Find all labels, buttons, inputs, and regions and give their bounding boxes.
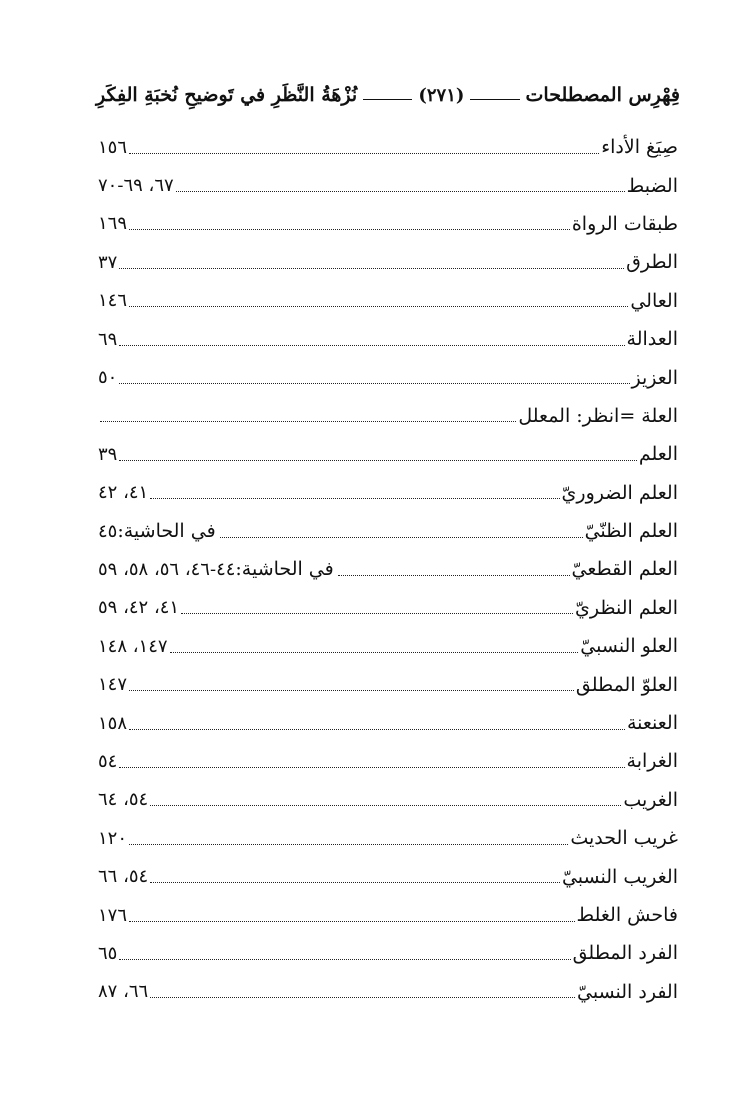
dot-leader xyxy=(129,844,568,845)
entry-term: الطرق xyxy=(626,251,678,274)
entry-pages: ٤٤-٤٦، ٥٦، ٥٨، ٥٩ xyxy=(98,558,236,580)
index-entry xyxy=(98,243,678,281)
entry-term: الغريب xyxy=(623,788,678,811)
index-entry xyxy=(98,973,678,1011)
dot-leader xyxy=(119,268,624,269)
dot-leader xyxy=(150,805,621,806)
entry-pages: ٦٥ xyxy=(98,942,118,964)
entry-term: الغريب النسبيّ xyxy=(561,865,678,888)
dot-leader xyxy=(119,767,624,768)
entry-pages: ٤٥ xyxy=(98,520,118,542)
index-entry xyxy=(98,781,678,819)
index-entry xyxy=(98,320,678,358)
index-entry xyxy=(98,934,678,972)
dot-leader xyxy=(129,306,628,307)
dot-leader xyxy=(150,882,560,883)
entry-term: طبقات الرواة xyxy=(571,212,678,235)
entry-pages: ٥٤ xyxy=(98,750,118,772)
entry-term: العلم الضروريّ xyxy=(561,481,678,504)
index-entry xyxy=(98,896,678,934)
index-entry xyxy=(98,589,678,627)
dot-leader xyxy=(176,191,625,192)
entry-pages: ٥٠ xyxy=(98,367,118,389)
entry-term: العلم xyxy=(638,443,678,466)
entry-term: العلم القطعيّ xyxy=(571,558,678,581)
entry-pages: ١٦٩ xyxy=(98,213,128,235)
book-title: نُزْهَةُ النَّظَرِ في تَوضيحِ نُخبَةِ الفِكَرِ xyxy=(96,84,358,106)
index-entry xyxy=(98,435,678,473)
entry-term: العزيز xyxy=(631,366,678,389)
dot-leader xyxy=(129,921,575,922)
entry-pages: ١٢٠ xyxy=(98,827,128,849)
entry-term: الفرد المطلق xyxy=(572,942,678,965)
dot-leader xyxy=(220,537,583,538)
index-entry xyxy=(98,166,678,204)
entry-pages: ٤١، ٤٢، ٥٩ xyxy=(98,597,180,619)
dot-leader xyxy=(150,498,559,499)
entry-note: في الحاشية: xyxy=(117,520,216,543)
entry-pages: ١٤٧ xyxy=(98,674,128,696)
entry-pages: ١٥٨ xyxy=(98,712,128,734)
dot-leader xyxy=(129,229,570,230)
index-entry xyxy=(98,474,678,512)
index-entry xyxy=(98,742,678,780)
dot-leader xyxy=(119,460,636,461)
index-entry xyxy=(98,627,678,665)
entry-term: الضبط xyxy=(626,174,678,197)
index-entries xyxy=(98,128,678,1011)
index-entry xyxy=(98,857,678,895)
entry-pages: ١٤٦ xyxy=(98,290,128,312)
index-entry xyxy=(98,512,678,550)
entry-pages: ٦٩ xyxy=(98,328,118,350)
section-title: فِهْرِس المصطلحات xyxy=(525,84,680,106)
header-rule-right xyxy=(470,99,519,100)
index-entry xyxy=(98,358,678,396)
entry-term: العلة =انظر: المعلل xyxy=(518,404,678,427)
entry-term: الفرد النسبيّ xyxy=(577,980,678,1003)
entry-pages: ١٥٦ xyxy=(98,136,128,158)
index-entry xyxy=(98,704,678,742)
entry-term: غريب الحديث xyxy=(570,827,678,850)
entry-term: العلو النسبيّ xyxy=(580,635,678,658)
dot-leader xyxy=(100,421,516,422)
dot-leader xyxy=(170,652,579,653)
dot-leader xyxy=(119,959,570,960)
index-entry xyxy=(98,205,678,243)
entry-term: العدالة xyxy=(626,328,678,351)
index-entry xyxy=(98,128,678,166)
entry-term: الغرابة xyxy=(626,750,678,773)
entry-pages: ٥٤، ٦٤ xyxy=(98,789,149,811)
header-rule-left xyxy=(363,99,412,100)
index-entry xyxy=(98,665,678,703)
index-entry xyxy=(98,819,678,857)
entry-pages: ٦٧، ٦٩-٧٠ xyxy=(98,175,174,197)
entry-pages: ٣٧ xyxy=(98,251,118,273)
page-number: (٢٧١) xyxy=(418,84,465,106)
entry-pages: ١٤٧، ١٤٨ xyxy=(98,635,168,657)
entry-pages: ١٧٦ xyxy=(98,904,128,926)
entry-pages: ٥٤، ٦٦ xyxy=(98,866,149,888)
dot-leader xyxy=(150,997,575,998)
dot-leader xyxy=(129,690,574,691)
entry-term: العلم الظنّيّ xyxy=(584,520,678,543)
running-header xyxy=(96,78,680,112)
entry-pages: ٦٦، ٨٧ xyxy=(98,981,149,1003)
entry-term: العلوّ المطلق xyxy=(575,673,678,696)
entry-term: العلم النظريّ xyxy=(575,596,678,619)
entry-term: صِيَغ الأداء xyxy=(601,136,678,159)
entry-note: في الحاشية: xyxy=(235,558,334,581)
entry-term: العنعنة xyxy=(626,712,678,735)
dot-leader xyxy=(129,153,599,154)
index-entry xyxy=(98,397,678,435)
dot-leader xyxy=(129,729,625,730)
entry-pages: ٤١، ٤٢ xyxy=(98,482,149,504)
index-entry xyxy=(98,282,678,320)
dot-leader xyxy=(338,575,570,576)
entry-term: العالي xyxy=(630,289,678,312)
index-entry xyxy=(98,550,678,588)
dot-leader xyxy=(119,345,624,346)
entry-term: فاحش الغلط xyxy=(576,904,678,926)
entry-pages: ٣٩ xyxy=(98,443,118,465)
dot-leader xyxy=(181,613,573,614)
dot-leader xyxy=(119,383,629,384)
